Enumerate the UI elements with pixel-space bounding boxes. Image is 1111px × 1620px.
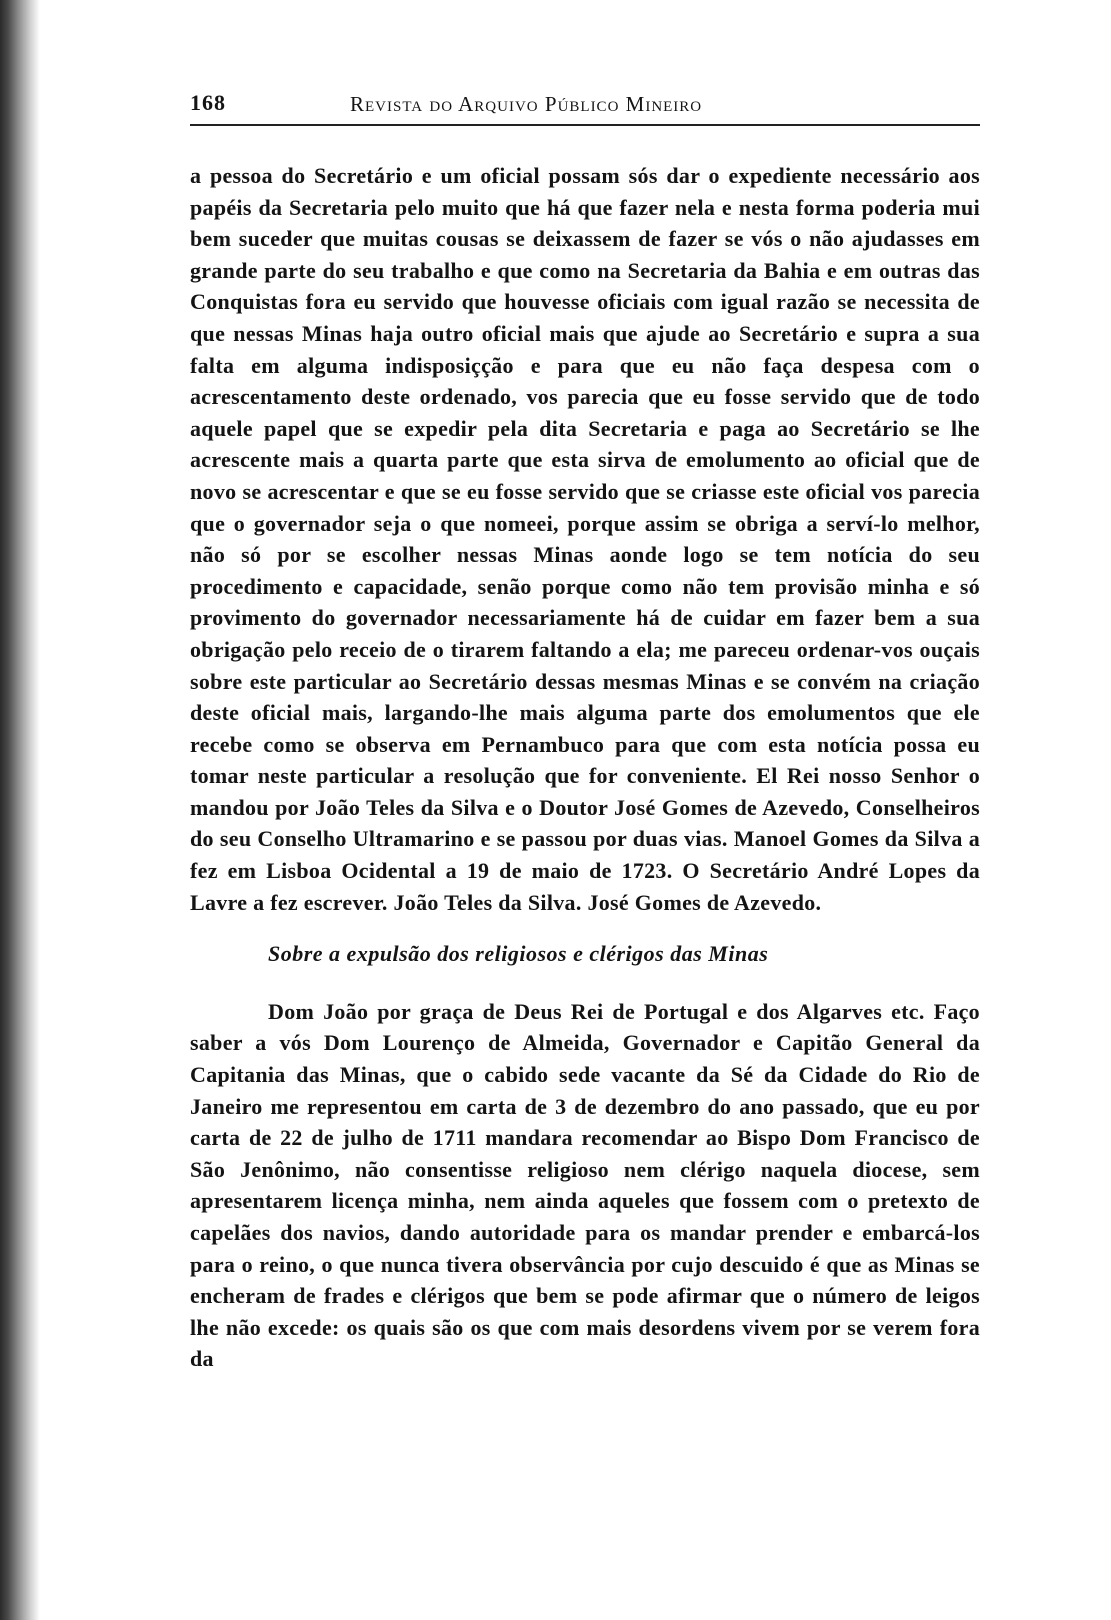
scan-edge-shadow xyxy=(0,0,40,1620)
running-title: Revista do Arquivo Público Mineiro xyxy=(350,92,703,116)
page-header xyxy=(190,88,980,126)
book-page xyxy=(190,88,980,1375)
paragraph-continuation: a pessoa do Secretário e um oficial possam sós dar o expediente necessário aos papéis da Secretaria pelo muito que há que fazer nela e nesta forma poderia mui bem suceder que muitas cousas se deixassem de fazer se vós o não ajudasses em grande parte do seu trabalho e que como na Secretaria da Bahia e em outras das Conquistas fora eu servido que houvesse oficiais com igual razão se necessita de que nessas Minas haja outro oficial mais que ajude ao Secretário e supra a sua falta em alguma indisposiçção e para que eu não faça despesa com o acrescentamento deste ordenado, vos parecia que eu fosse servido que de todo aquele papel que se expedir pela dita Secretaria e paga ao Secretário se lhe acrescente mais a quarta parte que esta sirva de emolumento ao oficial que de novo se acrescentar e que se eu fosse servido que se criasse este oficial vos parecia que o governador seja o que nomeei, porque assim se obriga a serví-lo melhor, não só por se escolher nessas Minas aonde logo se tem notícia do seu procedimento e capacidade, senão porque como não tem provisão minha e só provimento do governador necessariamente há de cuidar em fazer bem a sua obrigação pelo receio de o tirarem faltando a ela; me pareceu ordenar-vos ouçais sobre este particular ao Secretário dessas mesmas Minas e se convém na criação deste oficial mais, largando-lhe mais alguma parte dos emolumentos que ele recebe como se observa em Pernambuco para que com esta notícia possa eu tomar neste particular a resolução que for conveniente. El Rei nosso Senhor o mandou por João Teles da Silva e o Doutor José Gomes de Azevedo, Conselheiros do seu Conselho Ultramarino e se passou por duas vias. Manoel Gomes da Silva a fez em Lisboa Ocidental a 19 de maio de 1723. O Secretário André Lopes da Lavre a fez escrever. João Teles da Silva. José Gomes de Azevedo. xyxy=(190,163,980,915)
body-text xyxy=(190,160,980,1375)
section-heading: Sobre a expulsão dos religiosos e clérigos das Minas xyxy=(268,941,769,967)
page-number: 168 xyxy=(190,90,226,115)
paragraph-royal-letter: Dom João por graça de Deus Rei de Portugal e dos Algarves etc. Faço saber a vós Dom Lourenço de Almeida, Governador e Capitão General da Capitania das Minas, que o cabido sede vacante da Sé da Cidade do Rio de Janeiro me representou em carta de 3 de dezembro do ano passado, que eu por carta de 22 de julho de 1711 mandara recomendar ao Bispo Dom Francisco de São Jenônimo, não consentisse religioso nem clérigo naquela diocese, sem apresentarem licença minha, nem ainda aqueles que fossem com o pretexto de capelães dos navios, dando autoridade para os mandar prender e embarcá-los para o reino, o que nunca tivera observância por cujo descuido é que as Minas se encheram de frades e clérigos que bem se pode afirmar que o número de leigos lhe não excede: os quais são os que com mais desordens vivem por se verem fora da xyxy=(190,998,980,1372)
